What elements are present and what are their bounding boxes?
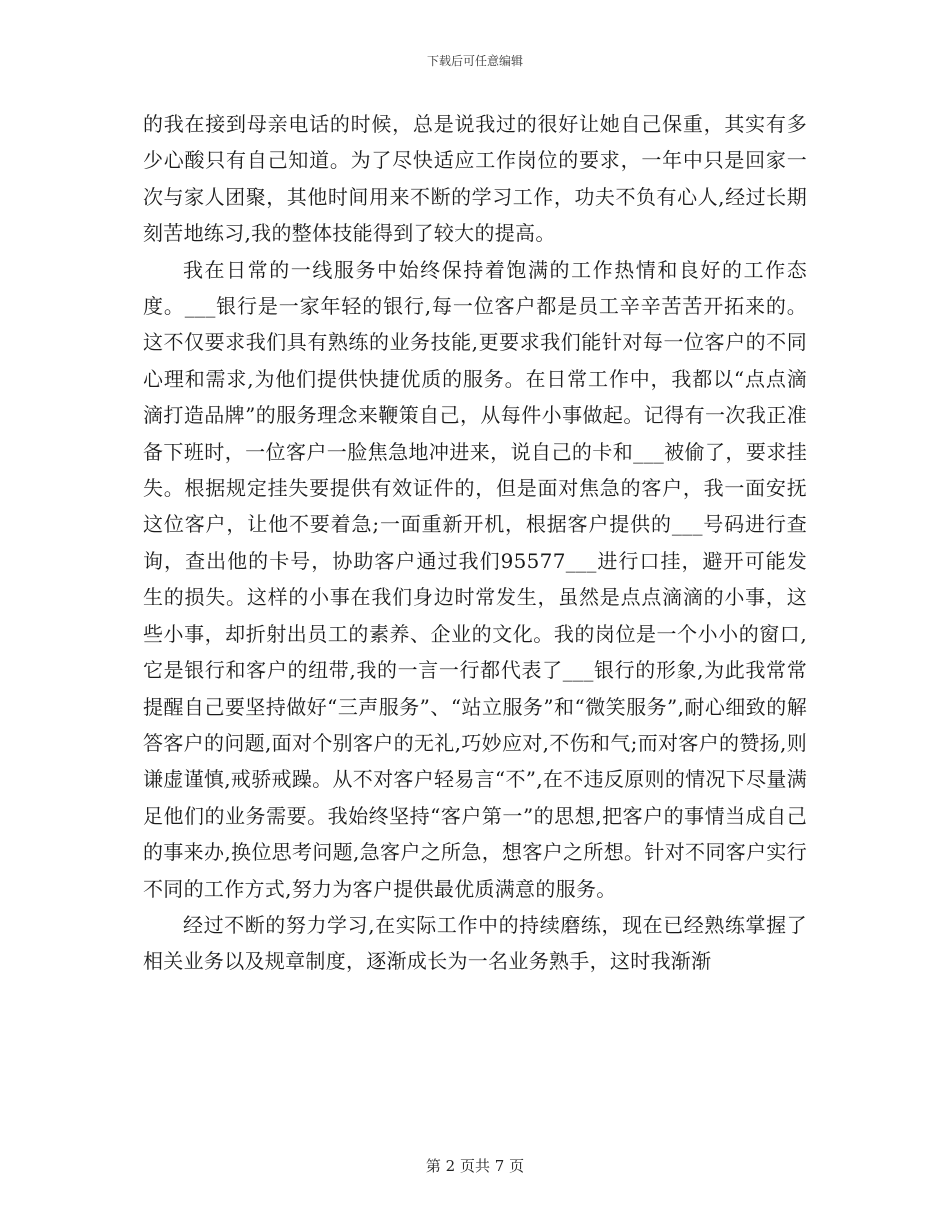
page-number: 第 2 页共 7 页 <box>425 1157 525 1175</box>
paragraph-3: 经过不断的努力学习,在实际工作中的持续磨练，现在已经熟练掌握了相关业务以及规章制度，逐渐成长为一名业务熟手，这时我渐渐 <box>143 912 807 974</box>
paragraph-1: 的我在接到母亲电话的时候，总是说我过的很好让她自己保重，其实有多少心酸只有自己知道。为了尽快适应工作岗位的要求，一年中只是回家一次与家人团聚，其他时间用来不断的学习工作，功夫不负有心人,经过长期刻苦地练习,我的整体技能得到了较大的提高。 <box>143 112 807 246</box>
header-note: 下载后可任意编辑 <box>426 54 523 68</box>
paragraph-2: 我在日常的一线服务中始终保持着饱满的工作热情和良好的工作态度。___银行是一家年轻的银行,每一位客户都是员工辛辛苦苦开拓来的。这不仅要求我们具有熟练的业务技能,更要求我们能针对每一位客户的不同心理和需求,为他们提供快捷优质的服务。在日常工作中，我都以“点点滴滴打造品牌”的服务理念来鞭策自己，从每件小事做起。记得有一次我正准备下班时，一位客户一脸焦急地冲进来，说自己的卡和___被偷了，要求挂失。根据规定挂失要提供有效证件的，但是面对焦急的客户，我一面安抚这位客户，让他不要着急;一面重新开机，根据客户提供的___号码进行查询，查出他的卡号，协助客户通过我们95577___进行口挂，避开可能发生的损失。这样的小事在我们身边时常发生，虽然是点点滴滴的小事，这些小事，却折射出员工的素养、企业的文化。我的岗位是一个小小的窗口,它是银行和客户的纽带,我的一言一行都代表了___银行的形象,为此我常常提醒自己要坚持做好“三声服务”、“站立服务”和“微笑服务”,耐心细致的解答客户的问题,面对个别客户的无礼,巧妙应对,不伤和气;而对客户的赞扬,则谦虚谨慎,戒骄戒躁。从不对客户轻易言“不”,在不违反原则的情况下尽量满足他们的业务需要。我始终坚持“客户第一”的思想,把客户的事情当成自己的事来办,换位思考问题,急客户之所急，想客户之所想。针对不同客户实行不同的工作方式,努力为客户提供最优质满意的服务。 <box>143 257 807 901</box>
document-body <box>143 106 807 980</box>
